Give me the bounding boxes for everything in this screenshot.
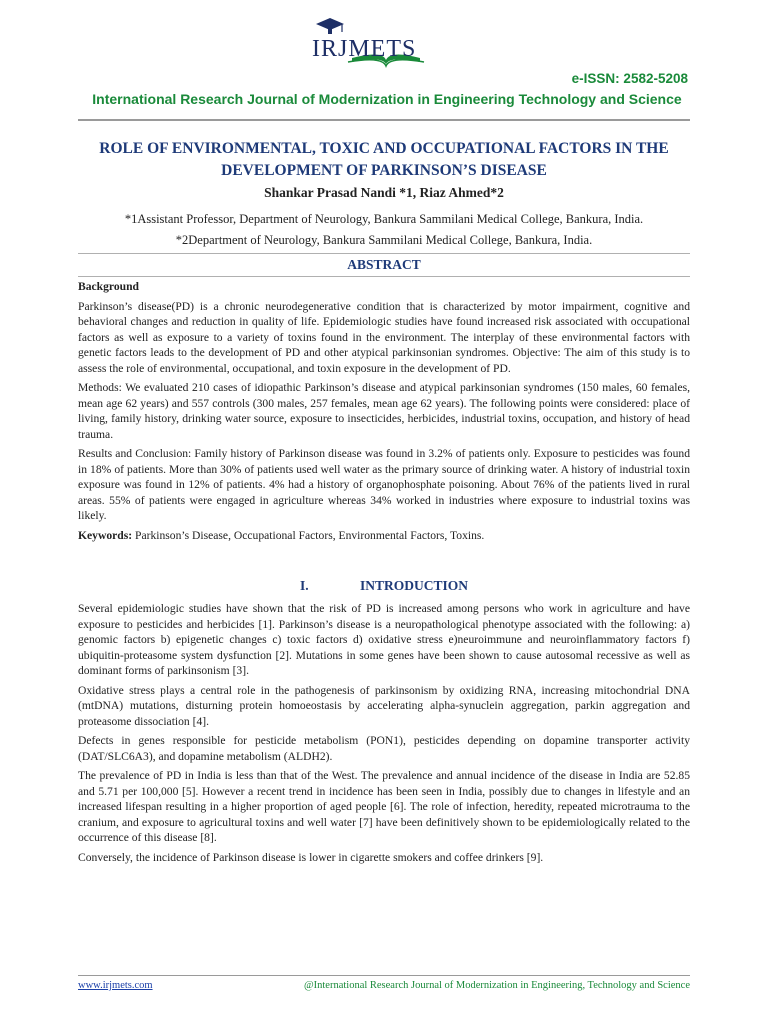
title-line-1: ROLE OF ENVIRONMENTAL, TOXIC AND OCCUPATIONAL FACTORS IN THE	[99, 140, 669, 157]
keywords-text: Parkinson’s Disease, Occupational Factors, Environmental Factors, Toxins.	[132, 528, 485, 542]
logo-text: IRJMETS	[312, 36, 417, 62]
intro-paragraph-3: Defects in genes responsible for pesticide metabolism (PON1), pesticides depending on dopamine transporter activity (DAT/SLC6A3), and dopamine metabolism (ALDH2).	[78, 734, 690, 763]
website-link[interactable]: www.irjmets.com	[78, 980, 153, 991]
abstract-divider-bottom	[78, 276, 690, 277]
methods-paragraph: Methods: We evaluated 210 cases of idiopathic Parkinson’s disease and atypical parkinsonian syndromes (150 males, 60 females, mean age 62 years) and 557 controls (300 males, 257 females, mean age 62 years). The following points were considered: place of living, family history, drinking water source, exposure to insecticides, herbicides, industrial toxins, occupation, and history of head trauma.	[78, 381, 690, 441]
affiliation-1: *1Assistant Professor, Department of Neurology, Bankura Sammilani Medical College, Bankura, India.	[124, 212, 644, 226]
intro-paragraph-5: Conversely, the incidence of Parkinson disease is lower in cigarette smokers and coffee drinkers [9].	[78, 850, 544, 864]
paper-title	[78, 138, 690, 182]
intro-paragraph-1: Several epidemiologic studies have shown that the risk of PD is increased among persons who work in agriculture and have exposure to pesticides and herbicides [1]. Parkinson’s disease is a neuropathological phenotype associated with the following: a) genomic factors b) epigenetic changes c) toxic factors d) oxidative stress e)neuroimmune and neuroinflammatory factors f) ubiquitin-proteasome system dysfunction [2]. Mutations in some genes have been shown to cause autosomal recessive as well as dominant forms of parkinsonism [3].	[78, 602, 690, 677]
abstract-divider-top	[78, 253, 690, 254]
section-title: INTRODUCTION	[359, 578, 468, 593]
section-number: I.	[299, 578, 309, 593]
keywords-label: Keywords:	[78, 528, 133, 542]
header-divider	[78, 119, 690, 121]
footer-copyright: @International Research Journal of Modernization in Engineering, Technology and Science	[303, 980, 690, 991]
background-heading: Background	[78, 280, 139, 293]
results-paragraph: Results and Conclusion: Family history of Parkinson disease was found in 3.2% of patients only. Exposure to pesticides was found in 18% of patients. More than 30% of patients used well water as the primary source of drinking water. A history of industrial toxin exposure was found in 12% of patients. 4% had a history of organophosphate poisoning. About 76% of the patients lived in rural areas. 55% of patients were engaged in agriculture whereas 34% worked in industries where exposure to industrial toxins was likely.	[78, 447, 690, 522]
introduction-body	[78, 601, 690, 869]
keywords	[78, 528, 690, 544]
abstract-heading: ABSTRACT	[347, 257, 421, 272]
journal-logo	[312, 14, 462, 74]
abstract-body	[78, 279, 690, 547]
introduction-heading	[78, 578, 690, 594]
issn: e-ISSN: 2582-5208	[571, 71, 688, 86]
footer-divider	[78, 975, 690, 976]
journal-name: International Research Journal of Modernization in Engineering Technology and Science	[92, 91, 682, 107]
authors: Shankar Prasad Nandi *1, Riaz Ahmed*2	[264, 185, 504, 200]
intro-paragraph-4: The prevalence of PD in India is less than that of the West. The prevalence and annual incidence of the disease in India are 52.85 and 5.71 per 100,000 [5]. However a recent trend in incidence has been seen in India, possibly due to changes in lifestyle and an increased lifespan resulting in a higher proportion of aged people [6]. The role of infection, heredity, repeated microtrauma to the cranium, and exposure to agricultural toxins and well water [7] have been definitively shown to be epidemiologically related to the occurrence of this disease [8].	[78, 769, 690, 844]
title-line-2: DEVELOPMENT OF PARKINSON’S DISEASE	[221, 162, 547, 179]
intro-paragraph-2: Oxidative stress plays a central role in the pathogenesis of parkinsonism by oxidizing RNA, increasing mitochondrial DNA (mtDNA) mutations, disturning protein homoeostasis by accelerating alpha-synuclein aggregation, parkin aggregation and proteasome dissociation [4].	[78, 683, 690, 728]
affiliation-2: *2Department of Neurology, Bankura Sammilani Medical College, Bankura, India.	[175, 233, 593, 247]
background-paragraph: Parkinson’s disease(PD) is a chronic neurodegenerative condition that is characterized by motor impairment, cognitive and behavioral changes and reduction in quality of life. Epidemiologic studies have found increased risk associated with occupational factors as well as exposure to a variety of toxins found in the environment. The interplay of these environmental factors with genetic factors leads to the development of PD and other atypical parkinsonian syndromes. Objective: The aim of this study is to assess the role of environmental, occupational, and toxin exposure in the development of PD.	[78, 299, 690, 375]
